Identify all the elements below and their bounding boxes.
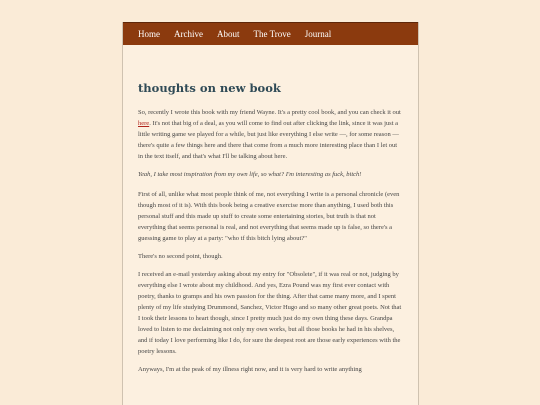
nav-journal[interactable]: Journal <box>304 29 332 39</box>
post-paragraph: There's no second point, though. <box>138 253 223 260</box>
post-paragraph <box>138 107 403 162</box>
post-paragraph: Anyways, I'm at the peak of my illness right now, and it is very hard to write anything <box>138 366 362 373</box>
top-nav <box>123 22 418 45</box>
post-title: thoughts on new book <box>138 81 281 95</box>
post-article <box>123 45 418 375</box>
post-paragraph: I received an e-mail yesterday asking about my entry for "Obsolete", if it was real or not, judging by everything else I wrote about my childhood. And yes, Ezra Pound was my first ever contact with poetry, thanks to gramps and his own passion for the thing. After that came many more, and I spent plenty of my life studying Drummond, Sanchez, Victor Hugo and so many other great poets. Not that I took their lessons to heart though, since I pretty much just do my own thing these days. Grandpa loved to listen to me declaiming not only my own works, but all those books he had in his shelves, and if today I love performing like I do, for sure the deepest root are those early experiences with the poetry lessons. <box>138 271 402 355</box>
post-paragraph: First of all, unlike what most people think of me, not everything I write is a personal chronicle (even though most of it is). With this book being a creative exercise more than anything, I used both this personal stuff and this made up stuff to create some entertaining stories, but truth is that not everything that seems personal is real, and not everything that seems made up is false, so there's a guessing game to play at a party: "who tf this bitch lying about?" <box>138 191 400 242</box>
paragraph-text: So, recently I wrote this book with my friend Wayne. It's a pretty cool book, and you can check it out <box>138 109 401 116</box>
nav-about[interactable]: About <box>217 29 240 39</box>
nav-home[interactable]: Home <box>138 29 160 39</box>
paragraph-text: . It's not that big of a deal, as you will come to find out after clicking the link, since it was just a little writing game we played for a while, but just like everything I else write —, for some reason — there's quite a few things here and there that come from a much more interesting place than I let out in the text itself, and that's what I'll be talking about here. <box>138 120 399 160</box>
post-quote: Yeah, I take most inspiration from my own life, so what? I'm interesting as fuck, bitch! <box>138 171 362 178</box>
page-container <box>122 22 419 405</box>
nav-archive[interactable]: Archive <box>174 29 203 39</box>
nav-the-trove[interactable]: The Trove <box>253 29 291 39</box>
book-link[interactable]: here <box>138 120 150 127</box>
